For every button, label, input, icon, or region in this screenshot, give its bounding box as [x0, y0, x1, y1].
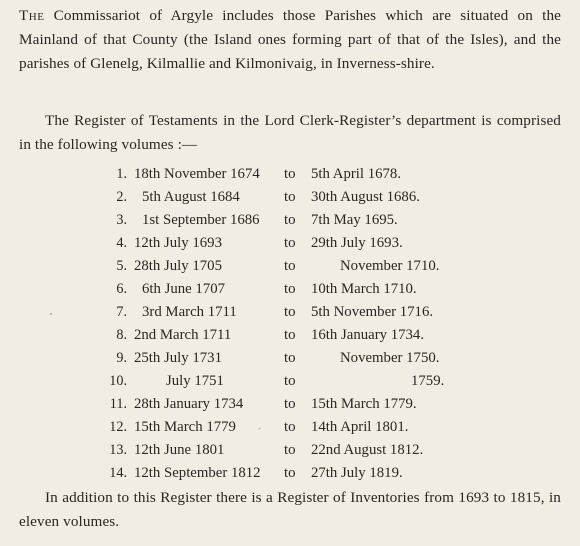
volume-row [0, 163, 580, 185]
volume-end-date: 14th April 1801. [311, 419, 409, 435]
volume-start-date: 5th August 1684 [142, 189, 240, 205]
volume-row [0, 278, 580, 300]
volume-start-date: 3rd March 1711 [142, 304, 237, 320]
volume-number: 14. [109, 465, 127, 481]
volume-number: 3. [116, 212, 127, 228]
register-intro-text: The Register of Testaments in the Lord Clerk-Register’s department is comprised in the following volumes :— [19, 112, 561, 153]
volume-number: 2. [116, 189, 127, 205]
volume-row [0, 301, 580, 323]
volume-to-word: to [284, 189, 296, 205]
page-blemish [50, 313, 52, 315]
volume-start-date: 12th July 1693 [134, 235, 222, 251]
volume-number: 9. [116, 350, 127, 366]
volume-number: 1. [116, 166, 127, 182]
intro-lead-word: The [19, 7, 45, 24]
volume-start-date: 28th July 1705 [134, 258, 222, 274]
volume-to-word: to [284, 304, 296, 320]
volume-end-date: November 1710. [340, 258, 440, 274]
volume-end-date: 15th March 1779. [311, 396, 417, 412]
volume-start-date: 1st September 1686 [142, 212, 260, 228]
volume-to-word: to [284, 258, 296, 274]
volume-number: 8. [116, 327, 127, 343]
volume-to-word: to [284, 350, 296, 366]
volume-row [0, 324, 580, 346]
volume-to-word: to [284, 166, 296, 182]
volume-to-word: to [284, 442, 296, 458]
volume-row [0, 255, 580, 277]
volume-row [0, 209, 580, 231]
volume-end-date: 27th July 1819. [311, 465, 403, 481]
volume-start-date: 28th January 1734 [134, 396, 244, 412]
volume-end-date: November 1750. [340, 350, 440, 366]
volume-start-date: July 1751 [166, 373, 224, 389]
volume-start-date: 25th July 1731 [134, 350, 222, 366]
volume-number: 4. [116, 235, 127, 251]
volume-row [0, 232, 580, 254]
volume-start-date: 15th March 1779 [134, 419, 236, 435]
inventories-text: In addition to this Register there is a Register of Inventories from 1693 to 1815, in eleven volumes. [19, 489, 561, 530]
volume-start-date: 6th June 1707 [142, 281, 226, 297]
volume-number: 7. [116, 304, 127, 320]
volume-row [0, 439, 580, 461]
inventories-paragraph [19, 486, 561, 534]
volume-number: 13. [109, 442, 127, 458]
intro-paragraph-text: Commissariot of Argyle includes those Parishes which are situated on the Mainland of that County (the Island ones forming part of that of the Isles), and the parishes of Glenelg, Kilmallie and Kilmonivaig, in Inverness-shire. [19, 7, 561, 72]
volume-end-date: 22nd August 1812. [311, 442, 424, 458]
volume-to-word: to [284, 327, 296, 343]
volume-start-date: 12th June 1801 [134, 442, 225, 458]
volume-end-date: 1759. [411, 373, 445, 389]
volume-number: 10. [109, 373, 127, 389]
volume-end-date: 7th May 1695. [311, 212, 398, 228]
volume-row [0, 393, 580, 415]
volume-number: 11. [109, 396, 127, 412]
register-intro-paragraph [19, 109, 561, 157]
volume-end-date: 30th August 1686. [311, 189, 420, 205]
volume-end-date: 29th July 1693. [311, 235, 403, 251]
volume-to-word: to [284, 373, 296, 389]
volume-end-date: 10th March 1710. [311, 281, 417, 297]
volume-to-word: to [284, 235, 296, 251]
volume-number: 5. [116, 258, 127, 274]
volume-row [0, 347, 580, 369]
volume-number: 6. [116, 281, 127, 297]
volume-to-word: to [284, 465, 296, 481]
volume-row [0, 370, 580, 392]
volume-start-date: 2nd March 1711 [134, 327, 232, 343]
volume-to-word: to [284, 212, 296, 228]
volume-end-date: 5th November 1716. [311, 304, 434, 320]
volume-end-date: 16th January 1734. [311, 327, 425, 343]
volume-to-word: to [284, 396, 296, 412]
intro-paragraph [19, 4, 561, 76]
volume-row [0, 416, 580, 438]
volume-end-date: 5th April 1678. [311, 166, 402, 182]
volume-start-date: 12th September 1812 [134, 465, 261, 481]
volume-to-word: to [284, 281, 296, 297]
volume-number: 12. [109, 419, 127, 435]
volume-to-word: to [284, 419, 296, 435]
volume-row [0, 462, 580, 484]
volume-start-date: 18th November 1674 [134, 166, 260, 182]
volume-row [0, 186, 580, 208]
